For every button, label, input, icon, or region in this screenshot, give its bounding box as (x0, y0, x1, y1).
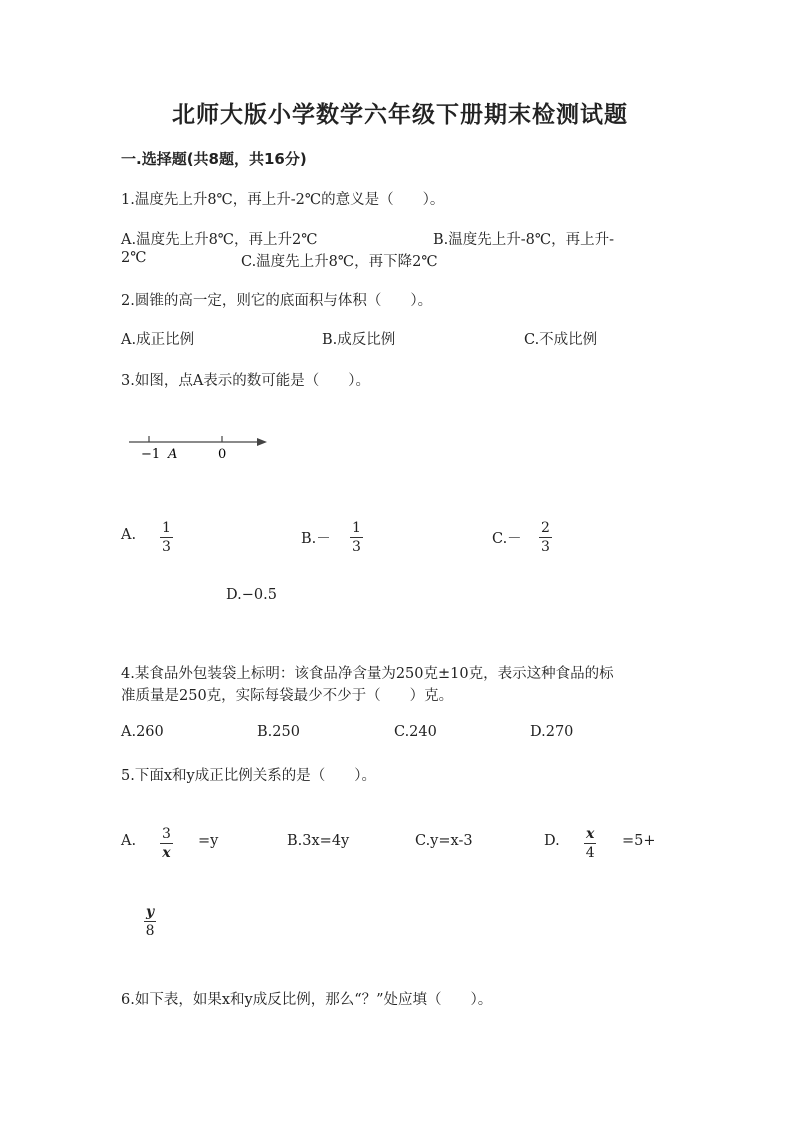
question-6-stem: 6.如下表，如果x和y成反比例，那么“？”处应填（ ）。 (121, 992, 493, 1008)
question-1-option-a: A.温度先上升8℃，再上升2℃ (121, 232, 318, 248)
fraction-denominator: 4 (585, 845, 595, 861)
question-1-option-b: B.温度先上升-8℃，再上升- (433, 232, 615, 248)
question-2-stem: 2.圆锥的高一定，则它的底面积与体积（ ）。 (121, 293, 433, 309)
question-4-stem-line-1: 4.某食品外包装袋上标明：该食品净含量为250克±10克，表示这种食品的标 (121, 666, 614, 682)
number-line-figure (125, 430, 275, 464)
question-3-option-c-fraction (539, 520, 552, 555)
question-2-option-c: C.不成比例 (524, 332, 598, 348)
question-5-option-d-prefix: D. (544, 833, 560, 849)
question-3-option-b-prefix: B.－ (301, 531, 331, 547)
fraction-numerator: 2 (541, 520, 550, 536)
label-point-a: A (168, 447, 178, 462)
question-5-option-a-fraction (160, 826, 173, 861)
section-heading: 一.选择题(共8题，共16分) (121, 150, 307, 168)
fraction-numerator: 3 (162, 826, 171, 842)
question-3-option-a-fraction (160, 520, 173, 555)
fraction-denominator: 3 (162, 539, 171, 555)
fraction-numerator: y (146, 904, 155, 920)
question-1-stem: 1.温度先上升8℃，再上升-2℃的意义是（ ）。 (121, 192, 445, 208)
label-zero: 0 (218, 447, 227, 462)
question-5-option-c: C.y=x-3 (415, 833, 473, 849)
fraction-denominator: 3 (352, 539, 361, 555)
question-4-option-c: C.240 (394, 724, 437, 740)
page-title: 北师大版小学数学六年级下册期末检测试题 (172, 102, 628, 128)
fraction-denominator: x (162, 845, 171, 861)
fraction-numerator: 1 (162, 520, 171, 536)
question-5-option-d-suffix: =5+ (622, 833, 656, 849)
question-3-option-b-fraction (350, 520, 363, 555)
question-4-stem-line-2: 准质量是250克，实际每袋最少不少于（ ）克。 (121, 688, 454, 704)
question-5-option-d-fraction-2 (144, 904, 156, 939)
question-3-option-c-prefix: C.－ (492, 531, 522, 547)
question-1-option-b-wrap: 2℃ (121, 250, 147, 266)
question-1-option-c: C.温度先上升8℃，再下降2℃ (241, 254, 438, 270)
fraction-denominator: 3 (541, 539, 550, 555)
fraction-numerator: x (586, 826, 595, 842)
question-5-option-b: B.3x=4y (287, 833, 350, 849)
label-neg1: −1 (141, 447, 161, 462)
fraction-denominator: 8 (145, 923, 155, 939)
question-3-option-a-prefix: A. (121, 527, 137, 543)
question-4-option-a: A.260 (121, 724, 164, 740)
question-5-option-a-suffix: =y (198, 833, 219, 849)
question-3-option-d: D.−0.5 (226, 587, 277, 603)
number-line-arrow (257, 438, 267, 446)
question-3-stem: 3.如图，点A表示的数可能是（ ）。 (121, 373, 371, 389)
question-2-option-a: A.成正比例 (121, 332, 195, 348)
question-2-option-b: B.成反比例 (322, 332, 396, 348)
question-5-stem: 5.下面x和y成正比例关系的是（ ）。 (121, 768, 376, 784)
question-5-option-d-fraction (584, 826, 596, 861)
question-4-option-b: B.250 (257, 724, 300, 740)
question-5-option-a-prefix: A. (121, 833, 137, 849)
fraction-numerator: 1 (352, 520, 361, 536)
question-4-option-d: D.270 (530, 724, 574, 740)
